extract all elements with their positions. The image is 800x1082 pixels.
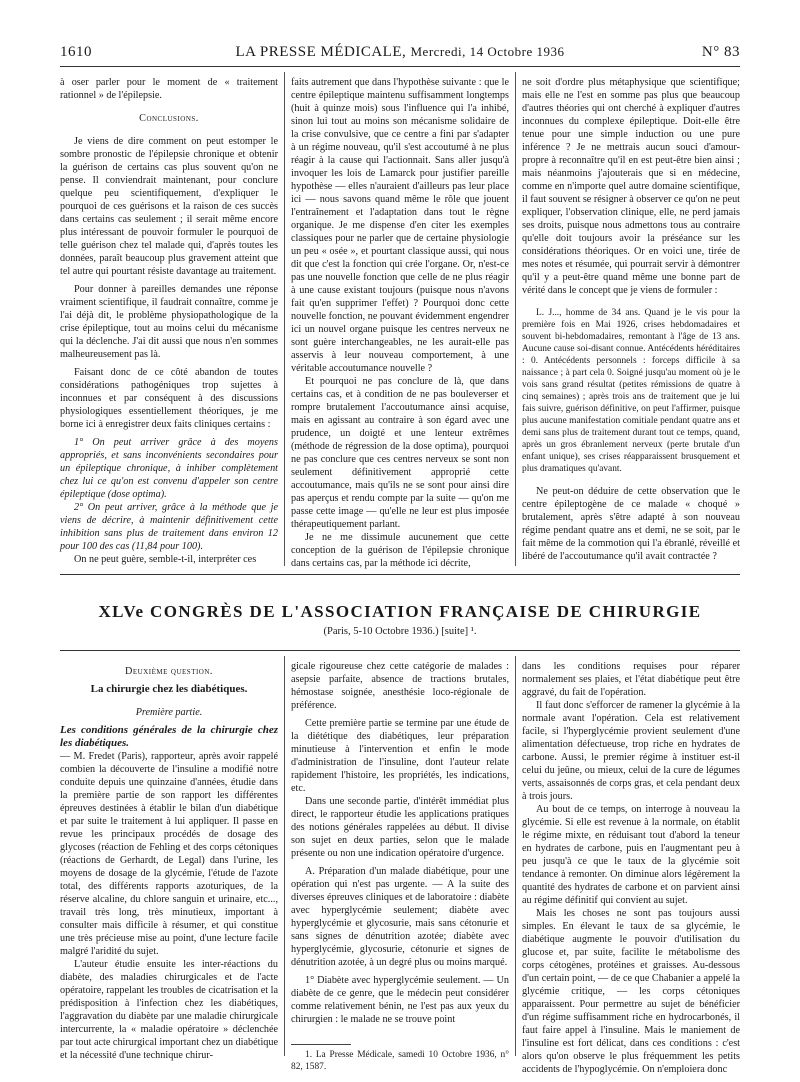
paragraph: — M. Fredet (Paris), rapporteur, après avoir rappelé combien la découverte de l'insuline a modifié notre conduite depuis une quinzaine d'années, étudie dans la première partie de son rapport les différentes épreuves destinées à établir le bilan d'un diabétique et par suite le traitement à lui appliquer. Il passe en revue les principaux procédés de dosage des glycoses (réaction de Fehling et des corps cétoniques (réactions de Gerhardt, de Legal) dans l'urine, les moyens de dosage de la glycémie, l'étude de l'azote total, des différents rapports azoturiques, de la réserve alcaline, du chlore sanguin et urinaire, etc..., travail très long, très minutieux, important à consulter mais difficile à résumer, et qui constitue une très précieuse mise au point, d'une lecture facile malgré l'aridité du sujet. [60,751,278,957]
issue-date: Mercredi, 14 Octobre 1936 [410,44,565,59]
paragraph: dans les conditions requises pour réparer normalement ses plaies, et l'état diabétique peut être aggravé, du fait de l'opération. [522,661,740,698]
page-number: 1610 [60,44,92,60]
paragraph: Je viens de dire comment on peut estomper le sombre pronostic de l'épilepsie chronique et obtenir la guérison de certains cas plus souvent qu'on ne pense. Il conviendrait maintenant, pour conclure quelque peu scientifiquement, d'expliquer le pourquoi de ces guérisons et la raison de ces succès dans certains cas seulement ; il serait même encore plus intéressant de pouvoir formuler le pourquoi de telle guérison chez tel malade qui, d'après toutes les données, paraît beaucoup plus gravement atteint que tel autre qui pourtant résiste davantage au traitement. [60,136,278,277]
paragraph-fact-1: 1° On peut arriver grâce à des moyens appropriés, et sans inconvénients secondaires pour un épileptique chronique, à inhiber complètement chez lui ce qu'on est convenu d'appeler son centre épileptique (dose optima). [60,437,278,500]
paragraph: Cette première partie se termine par une étude de la diététique des diabétiques, leur préparation minutieuse à l'intervention et enfin le mode d'administration de l'insuline, dont l'auteur relate rapidement l'histoire, les propriétés, les indications, etc. [291,718,509,794]
clinical-observation: L. J..., homme de 34 ans. Quand je le vis pour la première fois en Mai 1926, crises hebdomadaires et souvent bi-hebdomadaires, remontant à l'âge de 13 ans. Aucune cause soi-disant connue. Antécédents héréditaires : 0. Antécédents personnels : forceps difficile à sa naissance ; à part cela 0. Soigné jusqu'au moment où je le vois sans grand résultat (petites rémissions de quatre à cinq semaines) ; après trois ans de traitement que je lui fais suivre, guérison définitive, on peut l'affirmer, puisque plus aucune manifestation comitiale pendant quatre ans et demi sans plus de traitement durant tout ce temps, quand, après un gros ébranlement nerveux (perte brutale d'un enfant unique), ses crises réapparaissent brusquement et plus dramatiques qu'avant. [522,308,740,474]
paragraph: Au bout de ce temps, on interroge à nouveau la glycémie. Si elle est revenue à la normale, on établit le régime mixte, en réduisant tout d'abord la teneur en hydrates de carbone, puis en l'augmentant peu à peu jusqu'à ce que le taux de la glycémie soit tendance à remonter. On diminue alors légèrement la quantité des hydrates de carbone et on parvient ainsi au régime définitif qui convient au sujet. [522,804,740,906]
paragraph: à oser parler pour le moment de « traitement rationnel » de l'épilepsie. [60,77,278,101]
section-rule [60,574,740,575]
paragraph: Je ne me dissimule aucunement que cette conception de la guérison de l'épilepsie chronique dans certains cas, par la méthode ici décrite, [291,532,509,569]
congress-column-1 [60,660,278,1062]
section-rule [60,650,740,651]
header-rule [60,66,740,67]
paragraph: L'auteur étudie ensuite les inter-réactions du diabète, des maladies chirurgicales et de l'acte opératoire, rappelant les troubles de cicatrisation et la prédisposition à l'infection chez les diabétiques, l'aggravation du diabète par une maladie chirurgicale intercurrente, la « maladie opératoire » déclenchée par tout acte chirurgical important chez un diabétique et la nécessité d'une technique chirur- [60,959,278,1061]
paragraph: Dans une seconde partie, d'intérêt immédiat plus direct, le rapporteur étudie les applications pratiques des notions générales rappelées au début. Il divise son sujet en deux parties, selon que le malade présente ou non une indication opératoire d'urgence. [291,796,509,859]
column-divider [515,72,516,566]
congress-title: XLVe CONGRÈS DE L'ASSOCIATION FRANÇAISE DE CHIRURGIE [98,602,702,621]
paragraph: 1° Diabète avec hyperglycémie seulement. — Un diabète de ce genre, que le médecin peut considérer comme relativement bénin, ne l'est pas aux yeux du chirurgien : le malade ne se trouve point [291,975,509,1025]
paragraph: Pour donner à pareilles demandes une réponse vraiment scientifique, il faudrait connaître, comme je l'ai déjà dit, le problème physiopathologique de la crise épileptique, tout au moins celui du mécanisme qui la déclenche. J'ai dit aussi que nous n'en sommes malheureusement pas là. [60,284,278,360]
congress-column-2 [291,660,509,1073]
spacer [522,475,740,485]
article-column-2 [291,76,509,570]
column-divider [284,656,285,1056]
paragraph-fact-2: 2° On peut arriver, grâce à la méthode que je viens de décrire, à maintenir définitivement cette inhibition sans plus de traitement dans environ 12 pour 100 des cas (11,84 pour 100). [60,502,278,552]
subheading: Les conditions générales de la chirurgie chez les diabétiques. [60,724,278,749]
paragraph: On ne peut guère, semble-t-il, interpréter ces [74,554,257,565]
footnote: 1. La Presse Médicale, samedi 10 Octobre 1936, n° 82, 1587. [291,1050,509,1072]
column-divider [515,656,516,1056]
spacer [60,696,278,706]
section-heading-conclusions: Conclusions. [139,113,199,124]
journal-name: LA PRESSE MÉDICALE [235,44,402,60]
topic-heading: La chirurgie chez les diabétiques. [90,683,248,695]
paragraph: Il faut donc s'efforcer de ramener la glycémie à la normale avant l'opération. Cela est relativement facile, si l'hyperglycémie provient seulement d'une alimentation défectueuse, trop riche en hydrates de carbone. Aussi, le premier régime à instituer est-il celui du jeûne, ou mieux, celui de la cure de légumes verts, assaisonnés de corps gras, et cela pendant deux à trois jours. [522,700,740,802]
congress-subtitle: (Paris, 5-10 Octobre 1936.) [suite] ¹. [323,626,477,637]
paragraph: ne soit d'ordre plus métaphysique que scientifique; mais elle ne l'est en somme pas plus que beaucoup d'autres théories qui ont cherché à expliquer d'autres inconnues du complexe épileptique. Doit-elle être tenue pour une simple induction ou une pure inférence ? Je ne mettrais aucun souci d'amour-propre à reconnaître qu'il en est peut-être bien ainsi ; mais néanmoins j'ajouterais que si en médecine, comme en n'importe quel autre domaine scientifique, il faut souvent se résigner à observer ce qu'on ne peut expliquer, l'observation clinique, elle, ne perd jamais ses droits, puisque nous admettons tous au contraire qu'elle doit toujours avoir la préséance sur les considérations théoriques. Or en voici une, tirée de mes notes et résumée, qui pourrait servir à démontrer qu'il y a peut-être quand même une bonne part de vérité dans le concept que je viens de formuler : [522,77,740,296]
spacer [522,297,740,307]
paragraph: Mais les choses ne sont pas toujours aussi simples. En élevant le taux de sa glycémie, le diabétique augmente le pouvoir d'utilisation du glucose et, par suite, facilite le métabolisme des corps cétogènes, protéines et graisses. Au-dessous d'un certain point, — de ce que Chabanier a appelé la glycémie critique, — les corps cétoniques apparaissent. Pour permettre au sujet de bénéficier d'un régime suffisamment riche en hydrocarbonés, il faut faire appel à l'insuline. Mais le maniement de l'insuline est fort délicat, dans ces conditions : c'est alors qu'on observe le plus fréquemment les petits accidents de l'hypoglycémie. On n'emploiera donc [522,908,740,1075]
congress-column-3 [522,660,740,1076]
issue-number: N° 83 [701,44,740,60]
paragraph: Faisant donc de ce côté abandon de toutes considérations pathogéniques trop sujettes à inconnues et par conséquent à des discussions physiologiques essentiellement théoriques, je me borne ici à enregistrer deux faits cliniques certains : [60,367,278,430]
spacer [291,1026,509,1036]
paragraph: faits autrement que dans l'hypothèse suivante : que le centre épileptique maintenu suffisamment longtemps (huit à quinze mois) sous l'influence qui l'a inhibé, sinon lui tout au moins son mécanisme solidaire de la crise convulsive, que ce centre a fini par s'adapter à un régime nouveau, qu'il s'est accoutumé à ne plus réagir à la cause qui l'actionnait. Sans aller jusqu'à invoquer les lois de Lamarck pour justifier pareille hypothèse — elles n'auraient d'ailleurs pas leur place ici — nous savons quand même le rôle que jouent l'entraînement et l'adaptation dans tout le règne organique. Je me dispense d'en citer les exemples classiques pour ne parler que de certaine physiologie un peu « osée », et pourtant classique aussi, qui nous dit que c'est la fonction qui crée l'organe. Or, n'est-ce pas une nouvelle fonction que celle de ne plus réagir à une cause existant toujours (puisque nous n'avons fait qu'en supprimer l'effet) ? Pourquoi donc cette nouvelle fonction, ne pouvant évidemment engendrer ici un nouvel organe puisque les centres nerveux ne sont guère interchangeables, ne les aurait-elle pas asservis à leur nouveau comportement, à une véritable accoutumance nouvelle ? [291,77,509,374]
article-column-1 [60,76,278,566]
column-divider [284,72,285,566]
spacer [60,125,278,135]
journal-title-date: LA PRESSE MÉDICALE, Mercredi, 14 Octobre 1936 [235,44,565,60]
footnote-rule [291,1044,351,1045]
part-label: Première partie. [135,707,203,718]
paragraph: A. Préparation d'un malade diabétique, pour une opération qui n'est pas urgente. — A la suite des diverses épreuves cliniques et de laboratoire : diabète avec hyperglycémie seulement; diabète avec hyperglycémie et glycosurie, mais sans cétonurie et sans signes de dénutrition azotée; diabète avec hyperglycémie, glycosurie, cétonurie et signes de dénutrition azotée, à un degré plus ou moins marqué. [291,866,509,968]
running-header [60,44,740,64]
paragraph: gicale rigoureuse chez cette catégorie de malades : asepsie parfaite, absence de tractions brutales, hémostase soignée, anesthésie loco-régionale de préférence. [291,661,509,711]
article-column-3 [522,76,740,563]
question-label: Deuxième question. [125,666,213,677]
paragraph: Et pourquoi ne pas conclure de là, que dans certains cas, et à condition de ne pas bouleverser et rompre brutalement l'accoutumance ainsi acquise, mais en agissant au contraire à son égard avec une prudence, un doigté et une lenteur extrêmes (méthode de régression de la dose optima), pourquoi ne pas conclure que ces centres nerveux se sont non seulement définitivement approprié cette accoutumance, mais qu'ils ne se sont pour ainsi dire pas aperçus et rendu compte par la suite — qu'on me passe cette image — qu'elle ne leur est plus imposée thérapeutiquement parlant. [291,376,509,530]
spacer [60,102,278,112]
paragraph: Ne peut-on déduire de cette observation que le centre épileptogène de ce malade « choqué » brutalement, après s'être adapté à son nouveau régime pendant quatre ans et demi, ne se soit, par le fait même de la commotion qui l'a ébranlé, réveillé et libéré de l'accoutumance qu'il avait contractée ? [522,486,740,562]
